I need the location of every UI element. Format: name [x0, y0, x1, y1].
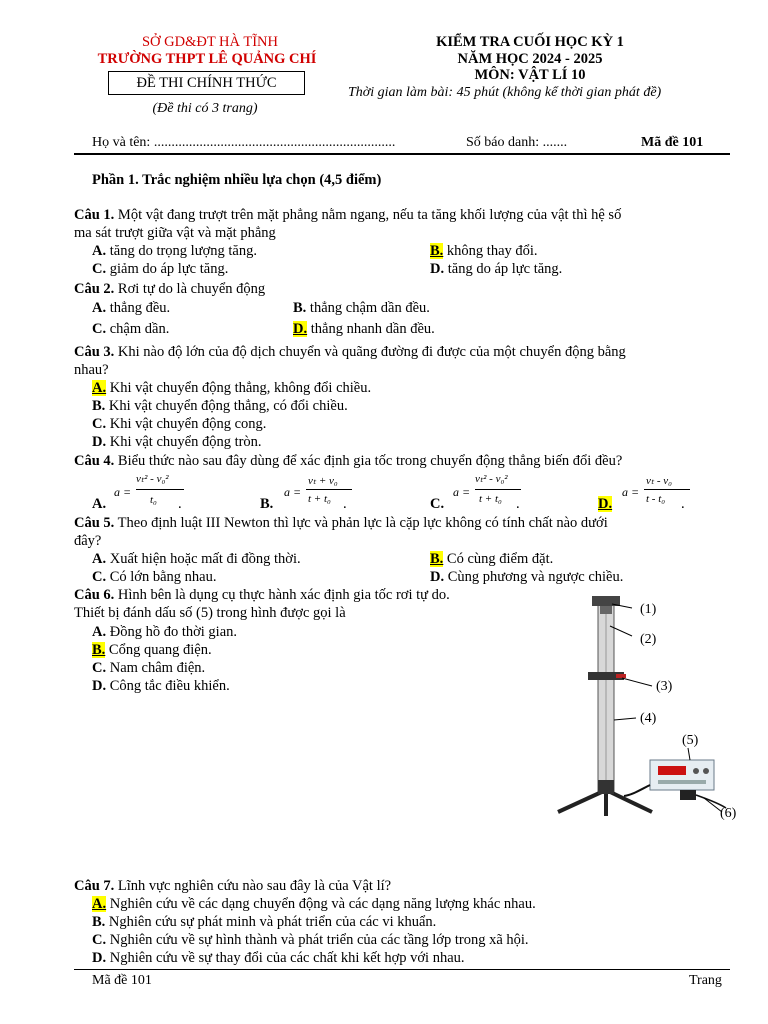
part1-title: Phần 1. Trắc nghiệm nhiều lựa chọn (4,5 điểm)	[92, 172, 382, 188]
q4-b-lhs: a =	[284, 485, 302, 499]
q4-c-dot: .	[516, 496, 520, 512]
q4-d-lhs: a =	[622, 485, 640, 499]
q6-b-label-answer: B.	[92, 642, 106, 658]
q2-a-text: thẳng đều.	[106, 300, 171, 316]
q1-option-a[interactable]	[92, 243, 257, 260]
q6-option-d[interactable]	[92, 678, 230, 695]
subject: MÔN: VẬT LÍ 10	[474, 67, 586, 83]
q7-b-text: Nghiên cứu sự phát minh và phát triển của các vi khuẩn.	[105, 914, 437, 930]
q6-c-label: C.	[92, 660, 107, 676]
q5-d-label: D.	[430, 569, 445, 585]
q1-stem-line1	[74, 207, 621, 224]
q2-c-text: chậm dần.	[106, 321, 170, 337]
q5-option-d[interactable]	[430, 569, 623, 586]
q4-d-label-wrap[interactable]	[598, 496, 612, 513]
q2-option-a[interactable]	[92, 300, 170, 317]
q5-a-text: Xuất hiện hoặc mất đi đồng thời.	[106, 551, 301, 567]
apparatus-label-1: (1)	[640, 602, 657, 617]
free-fall-apparatus-figure	[540, 590, 750, 830]
q5-c-text: Có lớn bằng nhau.	[106, 569, 217, 585]
q4-a-lhs: a =	[114, 485, 132, 499]
q6-text2: Thiết bị đánh dấu số (5) trong hình được gọi là	[74, 605, 346, 621]
q1-b-label-answer: B.	[430, 243, 444, 259]
q4-b-label[interactable]: B.	[260, 496, 274, 512]
student-name-field: Họ và tên: .....................................................................	[92, 135, 396, 150]
exam-time: Thời gian làm bài: 45 phút (không kể thời gian phát đề)	[348, 85, 662, 100]
q3-text1: Khi nào độ lớn của độ dịch chuyển và quãng đường đi được của một chuyển động bằng	[114, 344, 626, 360]
q1-d-label: D.	[430, 261, 445, 277]
q1-option-d[interactable]	[430, 261, 562, 278]
q2-b-label: B.	[293, 300, 307, 316]
q5-text2: đây?	[74, 533, 102, 549]
q4-c-label[interactable]: C.	[430, 496, 445, 512]
q6-a-text: Đồng hồ đo thời gian.	[106, 624, 238, 640]
q3-a-label-answer: A.	[92, 380, 107, 396]
q2-option-b[interactable]	[293, 300, 430, 317]
q3-a-text: Khi vật chuyển động thẳng, không đổi chiều.	[106, 380, 372, 396]
q1-text2: ma sát trượt giữa vật và mặt phẳng	[74, 225, 276, 241]
q3-stem-line1	[74, 344, 626, 361]
school-name: TRƯỜNG THPT LÊ QUẢNG CHÍ	[97, 51, 317, 67]
q4-a-dot: .	[178, 496, 182, 512]
q4-c-numerator: vₜ² - v₀²	[475, 473, 508, 485]
q6-option-b[interactable]	[92, 642, 212, 659]
q4-b-fraction-bar	[306, 489, 352, 490]
q4-d-denominator: t - t₀	[646, 493, 666, 505]
q5-stem-line1	[74, 515, 608, 532]
q3-d-text: Khi vật chuyển động tròn.	[106, 434, 262, 450]
q1-a-label: A.	[92, 243, 107, 259]
q2-c-label: C.	[92, 321, 107, 337]
q7-number: Câu 7.	[74, 878, 115, 894]
footer-exam-code: Mã đề 101	[92, 973, 152, 988]
q3-text2: nhau?	[74, 362, 109, 378]
q2-d-text: thẳng nhanh dần đều.	[307, 321, 435, 337]
q6-c-text: Nam châm điện.	[106, 660, 206, 676]
q4-number: Câu 4.	[74, 453, 115, 469]
exam-code: Mã đề 101	[641, 135, 704, 150]
q4-d-dot: .	[681, 496, 685, 512]
q4-b-numerator: vₜ + v₀	[308, 475, 338, 487]
q3-option-a[interactable]	[92, 380, 371, 397]
official-exam-box: ĐỀ THI CHÍNH THỨC	[108, 71, 305, 95]
q6-a-label: A.	[92, 624, 107, 640]
apparatus-label-5: (5)	[682, 733, 699, 748]
q7-stem	[74, 878, 391, 895]
q4-c-denominator: t + t₀	[479, 493, 502, 505]
q2-text: Rơi tự do là chuyển động	[114, 281, 266, 297]
q5-b-text: Có cùng điểm đặt.	[443, 551, 554, 567]
exam-title: KIỂM TRA CUỐI HỌC KỲ 1	[436, 34, 624, 50]
q2-d-label-answer: D.	[293, 321, 308, 337]
q4-b-denominator: t + t₀	[308, 493, 331, 505]
q3-d-label: D.	[92, 434, 107, 450]
q1-c-label: C.	[92, 261, 107, 277]
q6-option-c[interactable]	[92, 660, 205, 677]
q4-d-fraction-bar	[644, 489, 690, 490]
q6-b-text: Cổng quang điện.	[105, 642, 212, 658]
q1-option-b[interactable]	[430, 243, 538, 260]
q6-text1: Hình bên là dụng cụ thực hành xác định gia tốc rơi tự do.	[114, 587, 450, 603]
q5-text1: Theo định luật III Newton thì lực và phản lực là cặp lực không có tính chất nào dưới	[114, 515, 608, 531]
q4-formula-a	[114, 472, 184, 512]
q7-option-a[interactable]	[92, 896, 536, 913]
q3-c-text: Khi vật chuyển động cong.	[106, 416, 267, 432]
q3-c-label: C.	[92, 416, 107, 432]
q5-d-text: Cùng phương và ngược chiều.	[444, 569, 624, 585]
q4-d-label-answer: D.	[598, 496, 613, 512]
header-divider	[74, 153, 730, 155]
apparatus-label-4: (4)	[640, 711, 657, 726]
q5-b-label-answer: B.	[430, 551, 444, 567]
q2-option-c[interactable]	[92, 321, 169, 338]
footer-divider	[74, 969, 730, 970]
q3-option-d[interactable]	[92, 434, 262, 451]
q5-number: Câu 5.	[74, 515, 115, 531]
q4-stem	[74, 453, 622, 470]
q2-stem	[74, 281, 265, 298]
q7-option-c[interactable]	[92, 932, 529, 949]
q7-text: Lĩnh vực nghiên cứu nào sau đây là của Vật lí?	[114, 878, 392, 894]
q7-option-d[interactable]	[92, 950, 465, 967]
q1-option-c[interactable]	[92, 261, 228, 278]
q4-c-fraction-bar	[475, 489, 521, 490]
student-id-field: Số báo danh: .......	[466, 135, 568, 150]
q4-c-lhs: a =	[453, 485, 471, 499]
apparatus-label-3: (3)	[656, 679, 673, 694]
q4-formula-c	[453, 472, 523, 512]
q1-a-text: tăng do trọng lượng tăng.	[106, 243, 257, 259]
q2-a-label: A.	[92, 300, 107, 316]
apparatus-label-6: (6)	[720, 806, 737, 821]
q6-d-text: Công tắc điều khiển.	[106, 678, 230, 694]
q7-b-label: B.	[92, 914, 106, 930]
q4-a-numerator: vₜ² - v₀²	[136, 473, 169, 485]
q6-stem-line1	[74, 587, 450, 604]
q4-a-fraction-bar	[136, 489, 184, 490]
apparatus-label-2: (2)	[640, 632, 657, 647]
q2-b-text: thẳng chậm dần đều.	[306, 300, 430, 316]
q7-d-label: D.	[92, 950, 107, 966]
q5-option-a[interactable]	[92, 551, 301, 568]
q7-c-label: C.	[92, 932, 107, 948]
pages-note: (Đề thi có 3 trang)	[152, 101, 258, 116]
q5-c-label: C.	[92, 569, 107, 585]
q3-option-c[interactable]	[92, 416, 266, 433]
q7-option-b[interactable]	[92, 914, 436, 931]
q6-d-label: D.	[92, 678, 107, 694]
q5-option-b[interactable]	[430, 551, 553, 568]
school-year: NĂM HỌC 2024 - 2025	[457, 51, 603, 67]
q3-b-text: Khi vật chuyển động thẳng, có đổi chiều.	[105, 398, 348, 414]
q6-number: Câu 6.	[74, 587, 115, 603]
q4-d-numerator: vₜ - v₀	[646, 475, 672, 487]
q4-a-label[interactable]: A.	[92, 496, 107, 512]
q7-a-label-answer: A.	[92, 896, 107, 912]
q4-text: Biểu thức nào sau đây dùng để xác định gia tốc trong chuyển động thẳng biến đổi đều?	[114, 453, 623, 469]
q7-d-text: Nghiên cứu về sự thay đổi của các chất khi kết hợp với nhau.	[106, 950, 465, 966]
q5-a-label: A.	[92, 551, 107, 567]
q1-text1: Một vật đang trượt trên mặt phẳng nằm ngang, nếu ta tăng khối lượng của vật thì hệ số	[114, 207, 622, 223]
q5-option-c[interactable]	[92, 569, 216, 586]
q4-a-denominator: t₀	[150, 494, 157, 506]
q2-number: Câu 2.	[74, 281, 115, 297]
q7-a-text: Nghiên cứu về các dạng chuyển động và các dạng năng lượng khác nhau.	[106, 896, 536, 912]
q2-option-d[interactable]	[293, 321, 435, 338]
q6-option-a[interactable]	[92, 624, 237, 641]
q1-b-text: không thay đổi.	[443, 243, 538, 259]
q3-b-label: B.	[92, 398, 106, 414]
apparatus-switch	[680, 790, 696, 800]
q1-c-text: giảm do áp lực tăng.	[106, 261, 229, 277]
q1-number: Câu 1.	[74, 207, 115, 223]
q4-b-dot: .	[343, 496, 347, 512]
q3-number: Câu 3.	[74, 344, 115, 360]
q3-option-b[interactable]	[92, 398, 348, 415]
footer-page: Trang	[689, 973, 722, 988]
department-name: SỞ GD&ĐT HÀ TĨNH	[141, 34, 278, 50]
q1-d-text: tăng do áp lực tăng.	[444, 261, 563, 277]
q7-c-text: Nghiên cứu về sự hình thành và phát triển của các tầng lớp trong xã hội.	[106, 932, 529, 948]
